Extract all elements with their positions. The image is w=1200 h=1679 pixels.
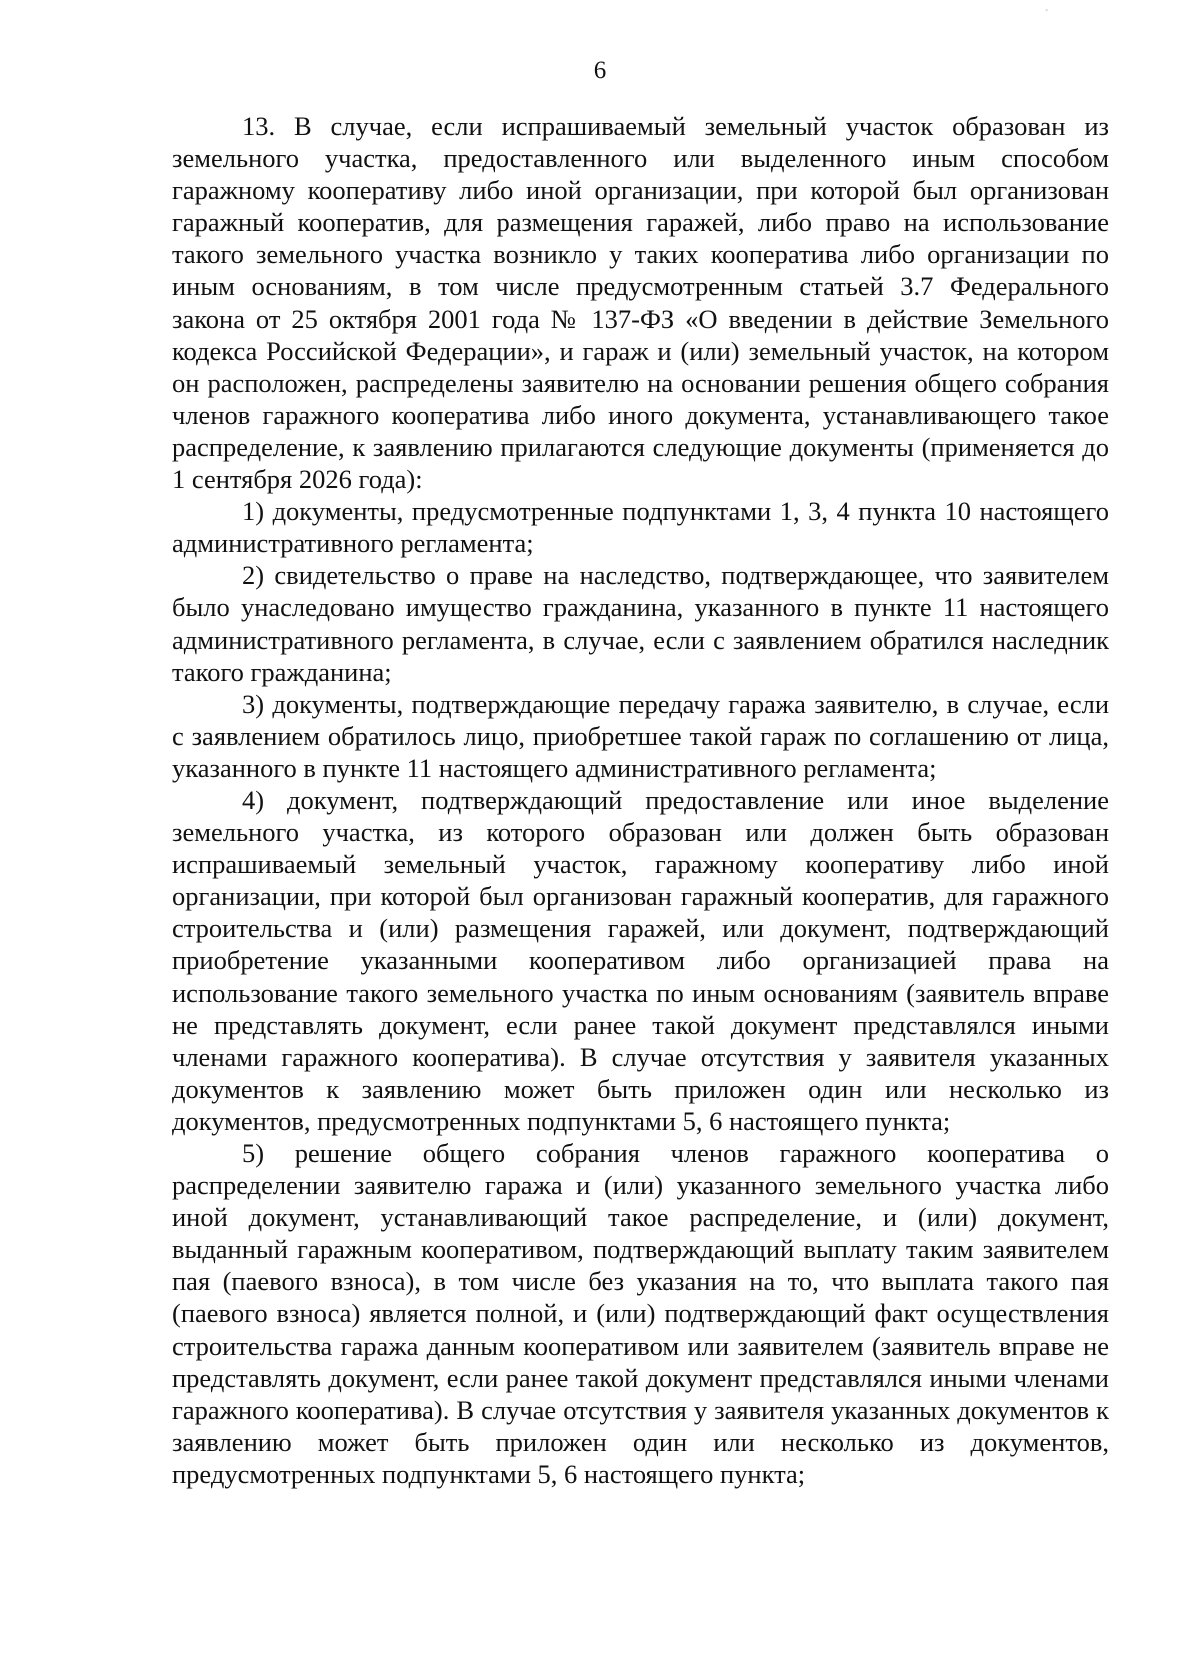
- scan-mark: ᵛ: [1045, 6, 1048, 16]
- page-number: 6: [593, 57, 607, 84]
- subitem-2: 2) свидетельство о праве на наследство, подтверждающее, что заявителем было унаследовано имущество гражданина, указанного в пункте 11 настоящего административного регламента, в случае, если с заявлением обратился наследник такого гражданина;: [172, 560, 1109, 687]
- subitem-5: 5) решение общего собрания членов гаражного кооператива о распределении заявителю гаража и (или) указанного земельного участка либо иной документ, устанавливающий такое распределение, и (или) документ, выданный гаражным кооперативом, подтверждающий выплату таким заявителем пая (паевого взноса), в том числе без указания на то, что выплата такого пая (паевого взноса) является полной, и (или) подтверждающий факт осуществления строительства гаража данным кооперативом или заявителем (заявитель вправе не представлять документ, если ранее такой документ представлялся иными членами гаражного кооператива). В случае отсутствия у заявителя указанных документов к заявлению может быть приложен один или несколько из документов, предусмотренных подпунктами 5, 6 настоящего пункта;: [172, 1138, 1109, 1489]
- subitem-4: 4) документ, подтверждающий предоставление или иное выделение земельного участка, из которого образован или должен быть образован испрашиваемый земельный участок, гаражному кооперативу либо иной организации, при которой был организован гаражный кооператив, для гаражного строительства и (или) размещения гаражей, или документ, подтверждающий приобретение указанными кооперативом либо организацией права на использование такого земельного участка по иным основаниям (заявитель вправе не представлять документ, если ранее такой документ представлялся иными членами гаражного кооператива). В случае отсутствия у заявителя указанных документов к заявлению может быть приложен один или несколько из документов, предусмотренных подпунктами 5, 6 настоящего пункта;: [172, 784, 1109, 1136]
- subitem-3: 3) документы, подтверждающие передачу гаража заявителю, в случае, если с заявлением обратилось лицо, приобретшее такой гараж по соглашению от лица, указанного в пункте 11 настоящего административного регламента;: [172, 688, 1109, 783]
- document-body: [172, 110, 1109, 1490]
- subitem-1: 1) документы, предусмотренные подпунктами 1, 3, 4 пункта 10 настоящего административного регламента;: [172, 496, 1109, 559]
- paragraph-item-13: 13. В случае, если испрашиваемый земельный участок образован из земельного участка, предоставленного или выделенного иным способом гаражному кооперативу либо иной организации, при которой был организован гаражный кооператив, для размещения гаражей, либо право на использование такого земельного участка возникло у таких кооператива либо организации по иным основаниям, в том числе предусмотренным статьей 3.7 Федерального закона от 25 октября 2001 года № 137-ФЗ «О введении в действие Земельного кодекса Российской Федерации», и гараж и (или) земельный участок, на котором он расположен, распределены заявителю на основании решения общего собрания членов гаражного кооператива либо иного документа, устанавливающего такое распределение, к заявлению прилагаются следующие документы (применяется до 1 сентября 2026 года):: [172, 111, 1109, 495]
